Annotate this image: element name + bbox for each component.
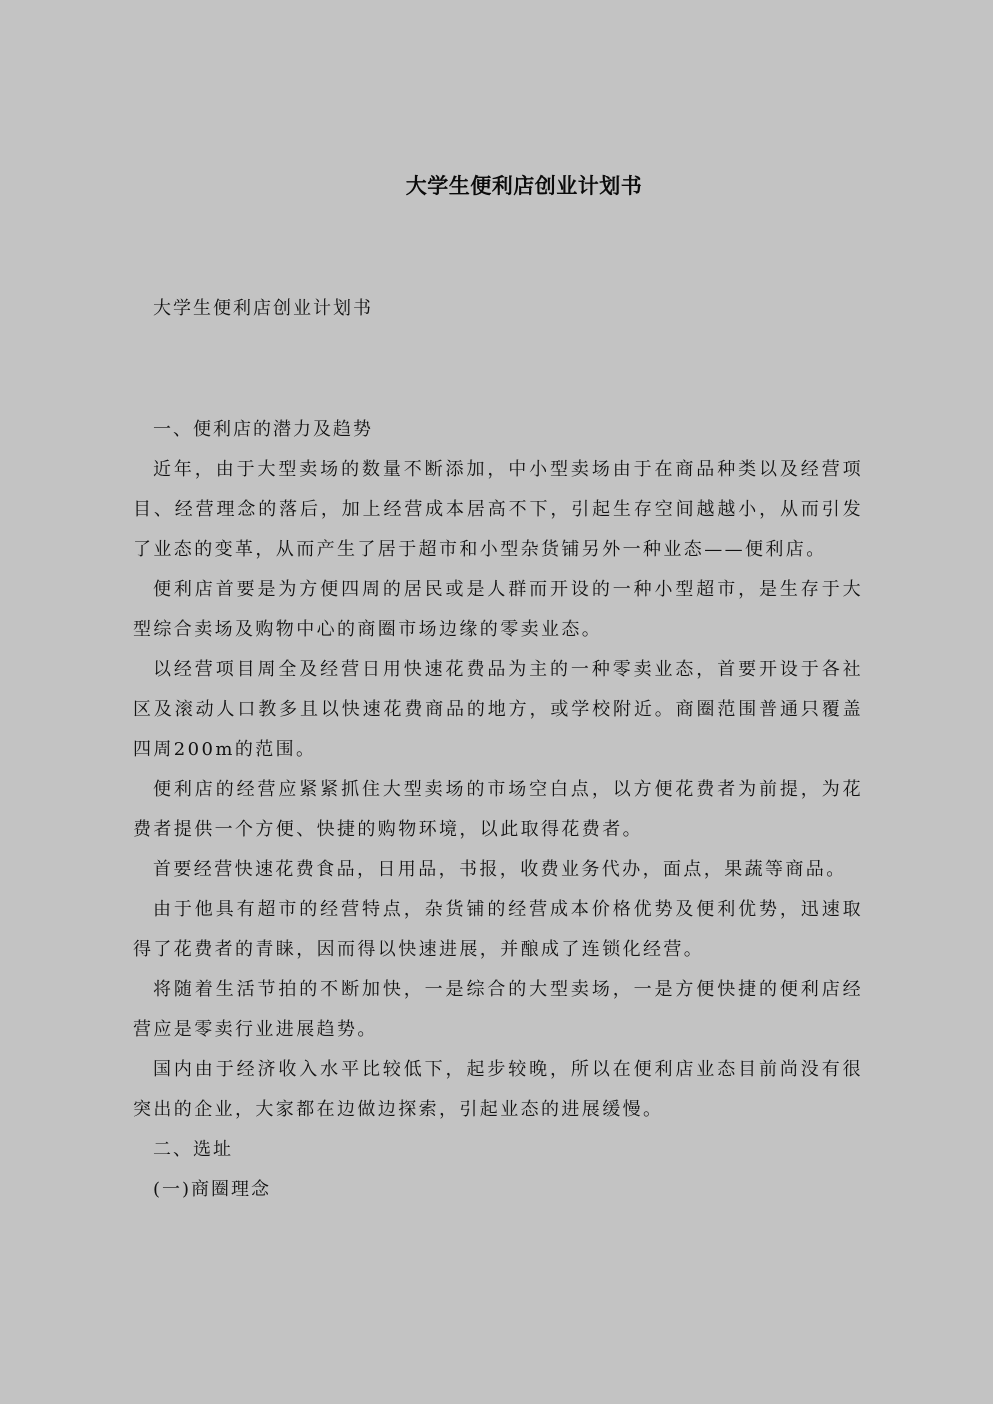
paragraph: 近年，由于大型卖场的数量不断添加，中小型卖场由于在商品种类以及经营项目、经营理念的落后，加上经营成本居高不下，引起生存空间越越小，从而引发了业态的变革，从而产生了居于超市和小型杂货铺另外一种业态——便利店。 (133, 459, 863, 560)
paragraph: 首要经营快速花费食品，日用品，书报，收费业务代办，面点，果蔬等商品。 (153, 859, 847, 880)
subsection-heading: (一)商圈理念 (153, 1179, 272, 1200)
document-body (133, 410, 863, 1210)
paragraph: 便利店首要是为方便四周的居民或是人群而开设的一种小型超市，是生存于大型综合卖场及购物中心的商圈市场边缘的零卖业态。 (133, 579, 863, 640)
paragraph: 便利店的经营应紧紧抓住大型卖场的市场空白点，以方便花费者为前提，为花费者提供一个方便、快捷的购物环境，以此取得花费者。 (133, 779, 863, 840)
document-subtitle: 大学生便利店创业计划书 (153, 298, 373, 319)
section-heading-1: 一、便利店的潜力及趋势 (153, 419, 373, 440)
paragraph: 国内由于经济收入水平比较低下，起步较晚，所以在便利店业态目前尚没有很突出的企业，大家都在边做边探索，引起业态的进展缓慢。 (133, 1059, 863, 1120)
document-title: 大学生便利店创业计划书 (405, 174, 643, 198)
paragraph: 将随着生活节拍的不断加快，一是综合的大型卖场，一是方便快捷的便利店经营应是零卖行业进展趋势。 (133, 979, 863, 1040)
section-heading-2: 二、选址 (153, 1139, 233, 1160)
paragraph: 由于他具有超市的经营特点，杂货铺的经营成本价格优势及便利优势，迅速取得了花费者的青睐，因而得以快速进展，并酿成了连锁化经营。 (133, 899, 863, 960)
paragraph: 以经营项目周全及经营日用快速花费品为主的一种零卖业态，首要开设于各社区及滚动人口教多且以快速花费商品的地方，或学校附近。商圈范围普通只覆盖四周200m的范围。 (133, 659, 863, 760)
